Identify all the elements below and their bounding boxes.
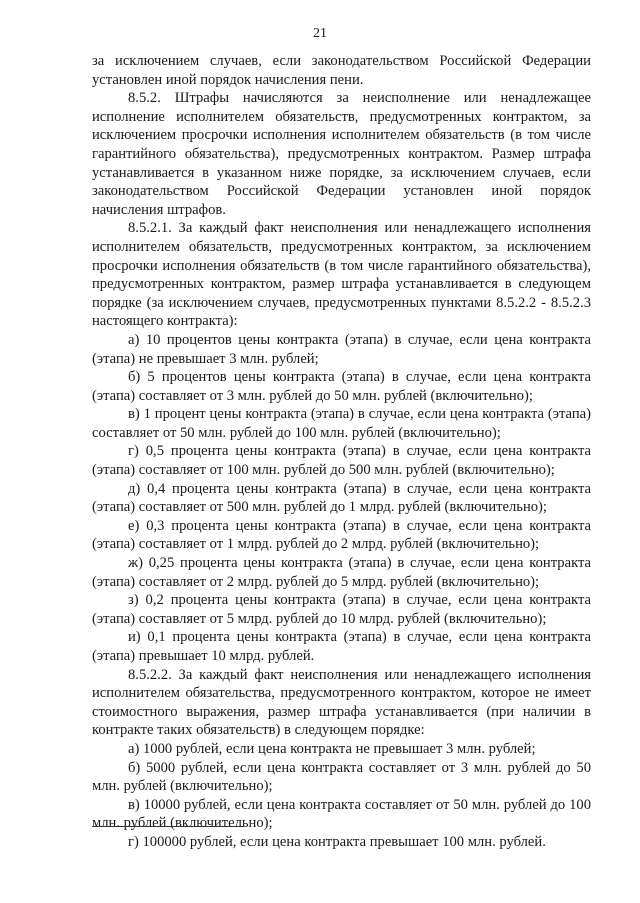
paragraph: 8.5.2. Штрафы начисляются за неисполнение или ненадлежащее исполнение исполнителем обязательств, предусмотренных контрактом, за исключением просрочки исполнения исполнителем обязательств (в том числе гарантийного обязательства), предусмотренных контрактом. Размер штрафа устанавливается в указанном ниже порядке, за исключением случаев, если законодательством Российской Федерации установлен иной порядок начисления штрафов.: [92, 90, 591, 218]
document-body: [92, 52, 591, 852]
paragraph: б) 5000 рублей, если цена контракта составляет от 3 млн. рублей до 50 млн. рублей (включительно);: [92, 759, 591, 795]
paragraph: а) 10 процентов цены контракта (этапа) в случае, если цена контракта (этапа) не превышает 3 млн. рублей;: [92, 331, 591, 367]
paragraph: и) 0,1 процента цены контракта (этапа) в случае, если цена контракта (этапа) превышает 10 млрд. рублей.: [92, 629, 591, 664]
paragraph: б) 5 процентов цены контракта (этапа) в случае, если цена контракта (этапа) составляет от 3 млн. рублей до 50 млн. рублей (включительно);: [92, 369, 591, 404]
paragraph: г) 0,5 процента цены контракта (этапа) в случае, если цена контракта (этапа) составляет от 100 млн. рублей до 500 млн. рублей (включительно);: [92, 443, 591, 479]
paragraph: 8.5.2.2. За каждый факт неисполнения или ненадлежащего исполнения исполнителем обязательства, предусмотренного контрактом, которое не имеет стоимостного выражения, размер штрафа устанавливается (при наличии в контракте таких обязательств) в следующем порядке:: [92, 666, 591, 739]
paragraph: е) 0,3 процента цены контракта (этапа) в случае, если цена контракта (этапа) составляет от 1 млрд. рублей до 2 млрд. рублей (включительно);: [92, 517, 591, 553]
page-number: 21: [313, 26, 327, 41]
paragraph: з) 0,2 процента цены контракта (этапа) в случае, если цена контракта (этапа) составляет от 5 млрд. рублей до 10 млрд. рублей (включительно);: [92, 592, 591, 627]
paragraph: за исключением случаев, если законодательством Российской Федерации установлен иной порядок начисления пени.: [92, 53, 591, 88]
paragraph: 8.5.2.1. За каждый факт неисполнения или ненадлежащего исполнения исполнителем обязательств, предусмотренных контрактом, за исключением просрочки исполнения обязательств (в том числе гарантийного обязательства), предусмотренных контрактом, размер штрафа устанавливается в следующем порядке (за исключением случаев, предусмотренных пунктами 8.5.2.2 - 8.5.2.3 настоящего контракта):: [92, 220, 591, 330]
paragraph: в) 1 процент цены контракта (этапа) в случае, если цена контракта (этапа) составляет от 50 млн. рублей до 100 млн. рублей (включительно);: [92, 406, 591, 441]
paragraph: д) 0,4 процента цены контракта (этапа) в случае, если цена контракта (этапа) составляет от 500 млн. рублей до 1 млрд. рублей (включительно);: [92, 480, 591, 516]
paragraph: ж) 0,25 процента цены контракта (этапа) в случае, если цена контракта (этапа) составляет от 2 млрд. рублей до 5 млрд. рублей (включительно);: [92, 555, 591, 590]
footnote-separator: [92, 826, 244, 827]
paragraph: а) 1000 рублей, если цена контракта не превышает 3 млн. рублей;: [128, 740, 536, 757]
paragraph: в) 10000 рублей, если цена контракта составляет от 50 млн. рублей до 100 млн. рублей (включительно);: [92, 796, 591, 832]
paragraph: г) 100000 рублей, если цена контракта превышает 100 млн. рублей.: [128, 833, 546, 850]
